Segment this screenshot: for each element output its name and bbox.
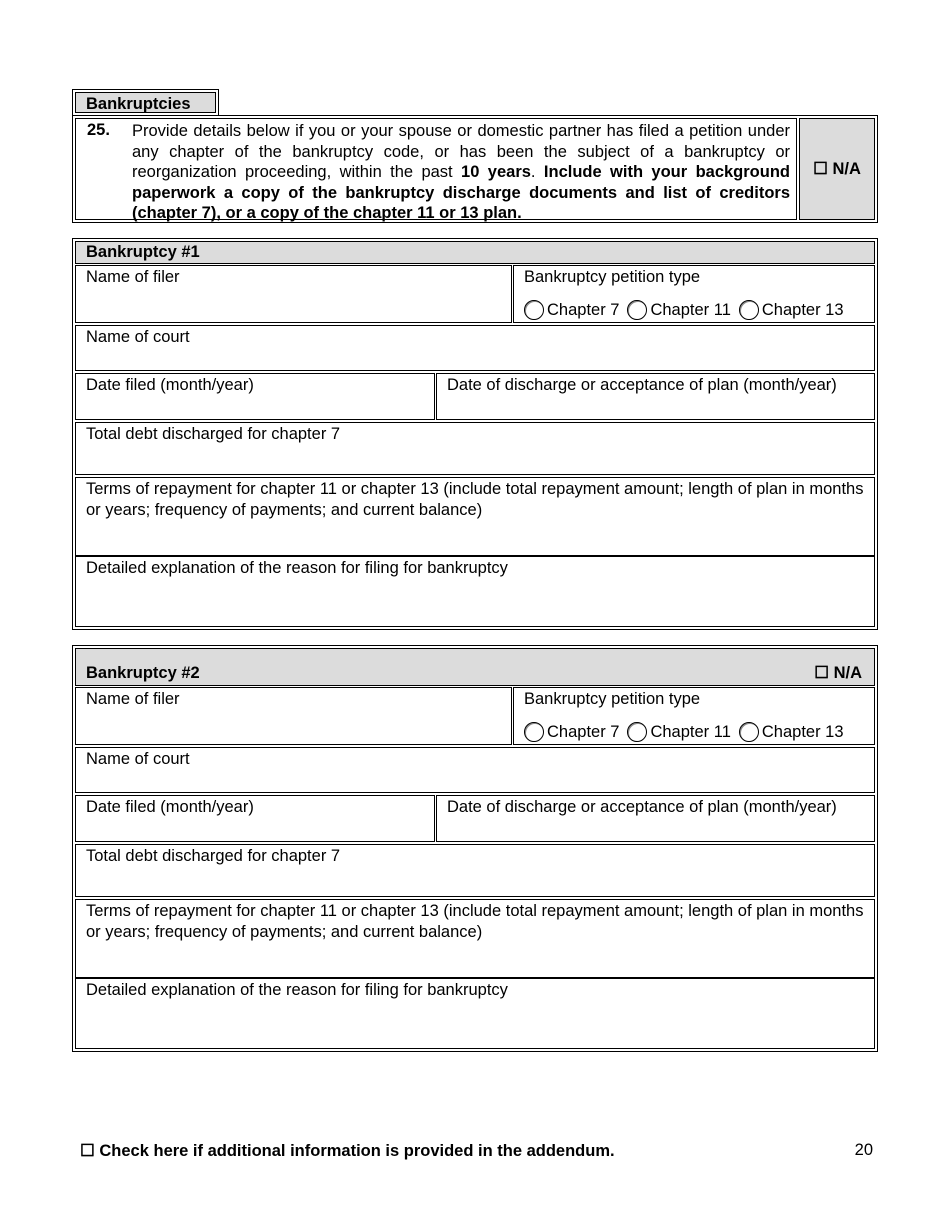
b2-chapter7-radio[interactable] [524, 722, 544, 742]
b2-chapter11-option[interactable] [627, 722, 730, 743]
b1-chapter11-option[interactable] [627, 300, 730, 321]
b1-date-filed-field[interactable] [75, 373, 435, 420]
b2-explanation-label: Detailed explanation of the reason for filing for bankruptcy [86, 981, 508, 999]
addendum-checkbox[interactable]: ☐ Check here if additional information is provided in the addendum. [80, 1142, 615, 1160]
section-tab [72, 89, 219, 116]
bankruptcy-1-header [75, 241, 875, 264]
question-body [132, 121, 790, 224]
question-text-bold: Include with your background paperwork a copy of the bankruptcy discharge documents and list of creditors (chapter 7), or a copy of the chapter 11 or 13 plan. [132, 163, 790, 222]
b2-explanation-field[interactable] [75, 978, 875, 1049]
b2-terms-field[interactable] [75, 899, 875, 978]
bankruptcy-1-section [72, 238, 878, 630]
b2-chapter13-label: Chapter 13 [761, 722, 844, 741]
b1-petition-type-label: Bankruptcy petition type [524, 268, 701, 286]
b2-date-discharge-field[interactable] [436, 795, 875, 842]
b2-chapter13-option[interactable] [739, 722, 844, 743]
bankruptcy-1-title: Bankruptcy #1 [86, 243, 200, 261]
bankruptcy-2-na-checkbox[interactable]: ☐ N/A [814, 664, 862, 682]
b1-chapter13-radio[interactable] [739, 300, 759, 320]
b2-name-of-filer-label: Name of filer [86, 690, 180, 708]
b1-terms-label: Terms of repayment for chapter 11 or chapter 13 (include total repayment amount; length of plan in months or years; frequency of payments; and current balance) [86, 480, 864, 519]
b1-name-of-filer-field[interactable] [75, 265, 512, 323]
b1-chapter7-option[interactable] [524, 300, 619, 321]
page-number: 20 [854, 1141, 873, 1159]
b2-name-of-court-field[interactable] [75, 747, 875, 793]
b2-total-debt-label: Total debt discharged for chapter 7 [86, 847, 341, 865]
b1-terms-field[interactable] [75, 477, 875, 556]
b2-chapter11-label: Chapter 11 [650, 722, 731, 741]
b1-chapter7-label: Chapter 7 [547, 300, 620, 319]
b1-explanation-label: Detailed explanation of the reason for filing for bankruptcy [86, 559, 508, 577]
bankruptcy-2-header [75, 648, 875, 686]
b2-name-of-court-label: Name of court [86, 750, 190, 768]
question-text-years: 10 years [461, 163, 531, 181]
b2-chapter7-label: Chapter 7 [547, 722, 620, 741]
bankruptcy-2-section [72, 645, 878, 1052]
question-na-checkbox[interactable]: ☐ N/A [799, 118, 875, 220]
b1-petition-radio-group [524, 300, 844, 321]
b2-date-discharge-label: Date of discharge or acceptance of plan (month/year) [447, 798, 837, 816]
question-text-box [75, 118, 797, 220]
b1-chapter13-label: Chapter 13 [761, 300, 844, 319]
b2-terms-label: Terms of repayment for chapter 11 or chapter 13 (include total repayment amount; length of plan in months or years; frequency of payments; and current balance) [86, 902, 864, 941]
section-tab-label: Bankruptcies [75, 92, 216, 113]
b1-total-debt-label: Total debt discharged for chapter 7 [86, 425, 341, 443]
b1-chapter13-option[interactable] [739, 300, 844, 321]
b1-date-discharge-label: Date of discharge or acceptance of plan (month/year) [447, 376, 837, 394]
b1-total-debt-field[interactable] [75, 422, 875, 475]
question-number: 25. [87, 121, 110, 139]
b2-petition-type-label: Bankruptcy petition type [524, 690, 701, 708]
b1-date-filed-label: Date filed (month/year) [86, 376, 254, 394]
b1-chapter7-radio[interactable] [524, 300, 544, 320]
b2-date-filed-field[interactable] [75, 795, 435, 842]
b2-date-filed-label: Date filed (month/year) [86, 798, 254, 816]
b1-petition-type-field [513, 265, 875, 323]
b2-name-of-filer-field[interactable] [75, 687, 512, 745]
b2-total-debt-field[interactable] [75, 844, 875, 897]
question-25 [72, 115, 878, 223]
b1-name-of-court-field[interactable] [75, 325, 875, 371]
b2-chapter11-radio[interactable] [627, 722, 647, 742]
question-text-period: . [530, 163, 536, 181]
b1-explanation-field[interactable] [75, 556, 875, 627]
b1-date-discharge-field[interactable] [436, 373, 875, 420]
b2-chapter7-option[interactable] [524, 722, 619, 743]
b2-petition-radio-group [524, 722, 844, 743]
b1-name-of-filer-label: Name of filer [86, 268, 180, 286]
b1-chapter11-label: Chapter 11 [650, 300, 731, 319]
bankruptcy-2-title: Bankruptcy #2 [86, 664, 200, 682]
question-text-plain: Provide details below if you or your spouse or domestic partner has filed a petition under any chapter of the bankruptcy code, or has been the subject of a bankruptcy or reorganization proceeding, within the past [132, 122, 790, 181]
b2-chapter13-radio[interactable] [739, 722, 759, 742]
b2-petition-type-field [513, 687, 875, 745]
b1-chapter11-radio[interactable] [627, 300, 647, 320]
b1-name-of-court-label: Name of court [86, 328, 190, 346]
